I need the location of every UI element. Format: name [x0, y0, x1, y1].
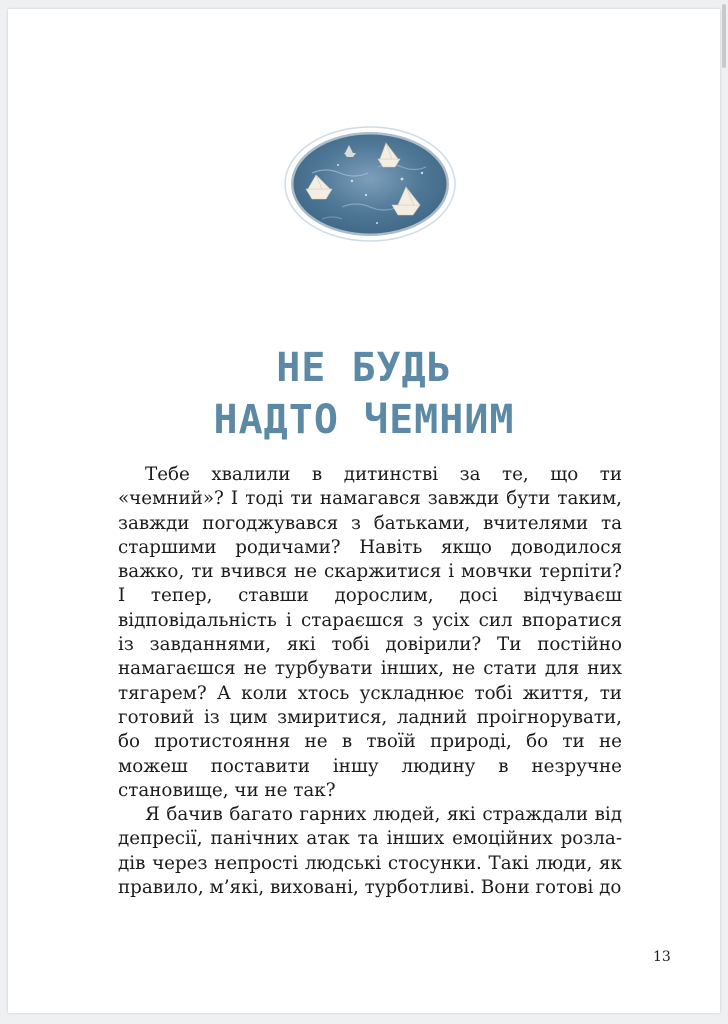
scrollbar[interactable]: [722, 4, 726, 68]
chapter-title-line-2: НАДТО ЧЕМНИМ: [213, 396, 515, 443]
chapter-body: [118, 463, 622, 900]
chapter-title: [8, 342, 720, 446]
paragraph: Тебе хвалили в дитинстві за те, що ти «чемний»? І тоді ти намагався завжди бути таким, завжди погоджувався з батьками, вчителями та старшими родичами? Навіть якщо доводилося важко, ти вчився не скаржитися і мовчки терпіти? І тепер, ставши дорослим, досі відчуваєш відповідальність і стараєшся з усіх сил впоратися із завданнями, які тобі довірили? Ти постійно намагаєшся не турбувати інших, не стати для них тягарем? А коли хтось ускладнює тобі життя, ти готовий із цим змиритися, ладний проігнорувати, бо протистояння не в твоїй природі, бо ти не можеш поставити іншу людину в незручне становище, чи не так?: [118, 464, 622, 801]
book-page: [8, 9, 720, 1013]
paragraph: Я бачив багато гарних людей, які страждали від депресії, панічних атак та інших емоційних розладів через непрості людські стосунки. Такі люди, як правило, м’які, виховані, турботливі. Вони готові до: [118, 804, 622, 899]
chapter-title-line-1: НЕ БУДЬ: [276, 344, 452, 391]
paper-boats-on-water-icon: [282, 123, 458, 245]
page-number: 13: [653, 949, 671, 965]
